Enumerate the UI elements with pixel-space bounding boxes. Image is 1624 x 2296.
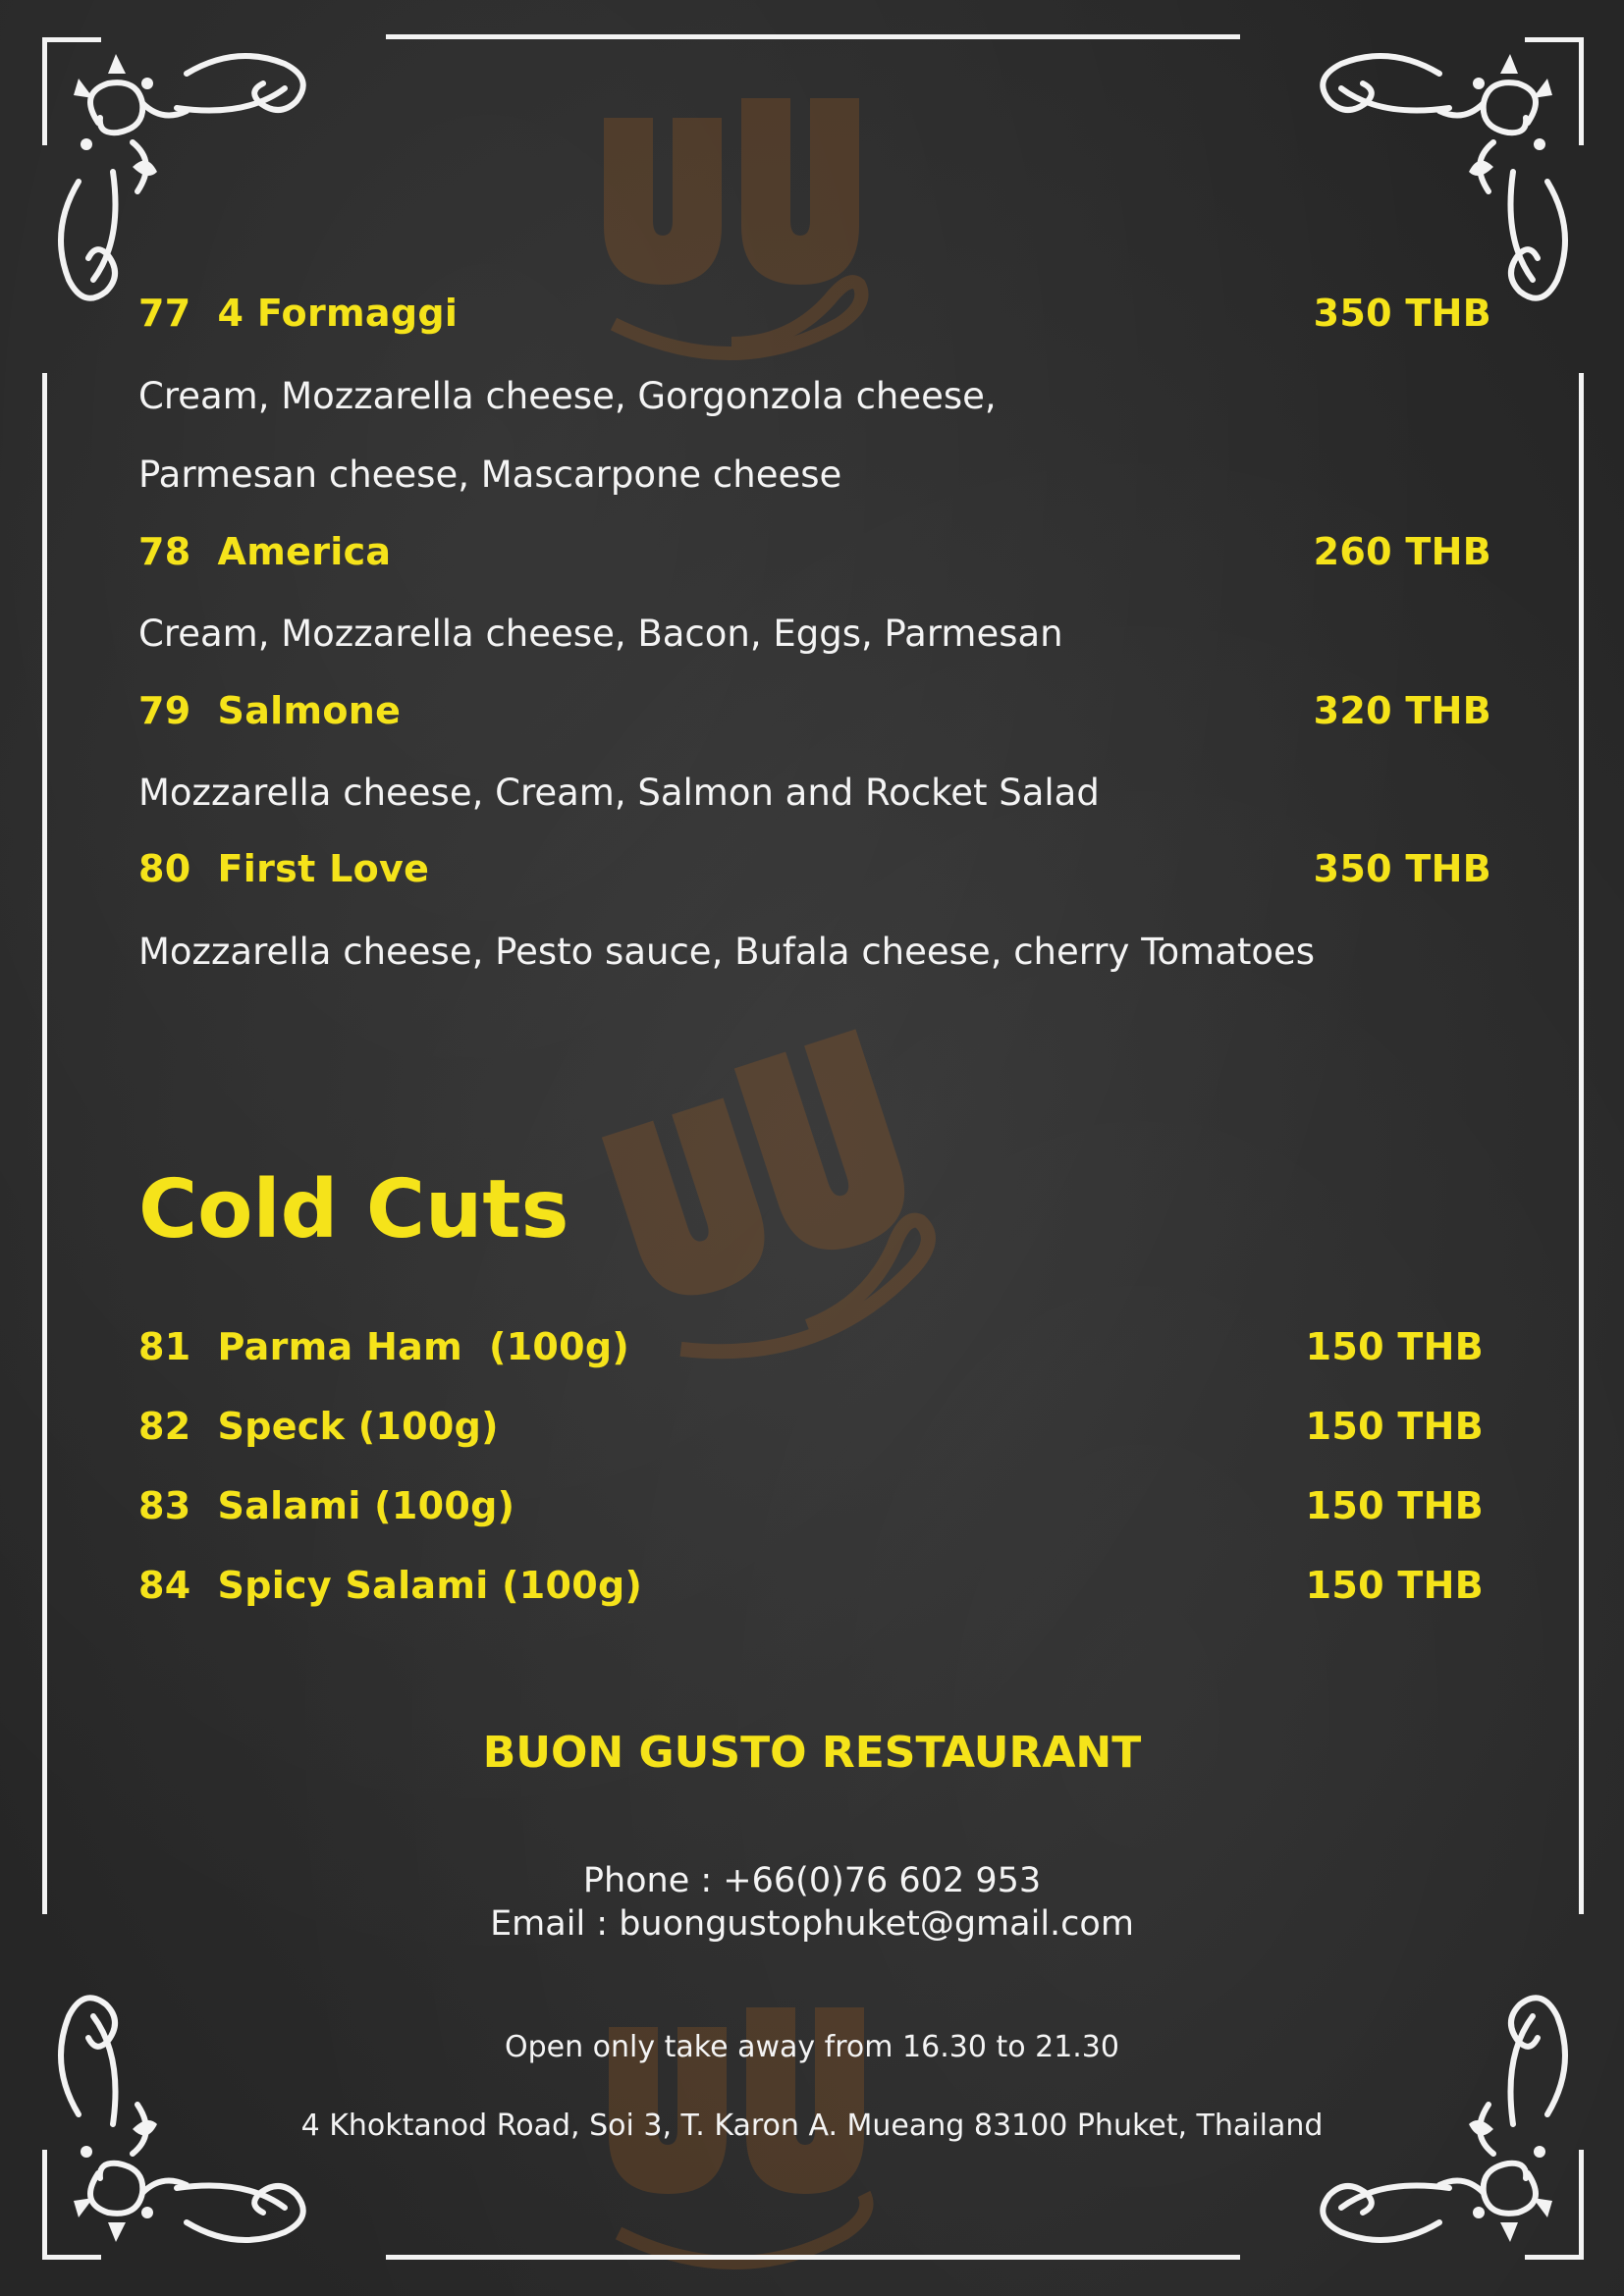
menu-item-80: [138, 847, 1491, 890]
item-number: 78: [138, 530, 191, 573]
address: 4 Khoktanod Road, Soi 3, T. Karon A. Mueang 83100 Phuket, Thailand: [300, 2109, 1324, 2143]
cold-cut-item-81: [138, 1325, 1484, 1368]
item-price: 320 THB: [1313, 689, 1491, 732]
menu-item-78: [138, 530, 1491, 573]
item-description: Cream, Mozzarella cheese, Gorgonzola cheese,: [138, 375, 997, 417]
phone-number: Phone : +66(0)76 602 953: [582, 1861, 1042, 1900]
item-title: [138, 847, 429, 890]
item-title: [138, 1325, 629, 1368]
item-title: [138, 292, 458, 335]
item-number: 81: [138, 1325, 191, 1368]
opening-hours: Open only take away from 16.30 to 21.30: [504, 2030, 1119, 2064]
item-description: Cream, Mozzarella cheese, Bacon, Eggs, Parmesan: [138, 613, 1063, 655]
cold-cut-item-82: [138, 1405, 1484, 1448]
item-name: Spicy Salami (100g): [217, 1564, 643, 1607]
item-title: [138, 1484, 514, 1527]
section-title-cold-cuts: Cold Cuts: [138, 1163, 569, 1256]
item-number: 83: [138, 1484, 191, 1527]
item-price: 150 THB: [1305, 1484, 1484, 1527]
menu-item-77: [138, 292, 1491, 335]
item-name: Salmone: [217, 689, 402, 732]
item-description: Parmesan cheese, Mascarpone cheese: [138, 454, 842, 496]
item-price: 150 THB: [1305, 1564, 1484, 1607]
item-number: 84: [138, 1564, 191, 1607]
restaurant-name: BUON GUSTO RESTAURANT: [482, 1728, 1142, 1778]
item-description: Mozzarella cheese, Pesto sauce, Bufala cheese, cherry Tomatoes: [138, 931, 1316, 973]
cold-cut-item-84: [138, 1564, 1484, 1607]
item-name: Speck (100g): [217, 1405, 499, 1448]
item-number: 80: [138, 847, 191, 890]
item-name: First Love: [217, 847, 430, 890]
item-price: 260 THB: [1313, 530, 1491, 573]
item-name: Parma Ham (100g): [217, 1325, 630, 1368]
email-address: Email : buongustophuket@gmail.com: [490, 1904, 1134, 1944]
item-title: [138, 689, 401, 732]
item-name: Salami (100g): [217, 1484, 515, 1527]
item-title: [138, 1405, 499, 1448]
item-price: 150 THB: [1305, 1325, 1484, 1368]
menu-item-79: [138, 689, 1491, 732]
item-title: [138, 530, 391, 573]
item-number: 82: [138, 1405, 191, 1448]
item-description: Mozzarella cheese, Cream, Salmon and Rocket Salad: [138, 772, 1100, 814]
item-name: America: [217, 530, 392, 573]
item-price: 350 THB: [1313, 847, 1491, 890]
item-number: 77: [138, 292, 191, 335]
item-price: 350 THB: [1313, 292, 1491, 335]
item-number: 79: [138, 689, 191, 732]
item-price: 150 THB: [1305, 1405, 1484, 1448]
cold-cut-item-83: [138, 1484, 1484, 1527]
item-name: 4 Formaggi: [217, 292, 459, 335]
item-title: [138, 1564, 642, 1607]
